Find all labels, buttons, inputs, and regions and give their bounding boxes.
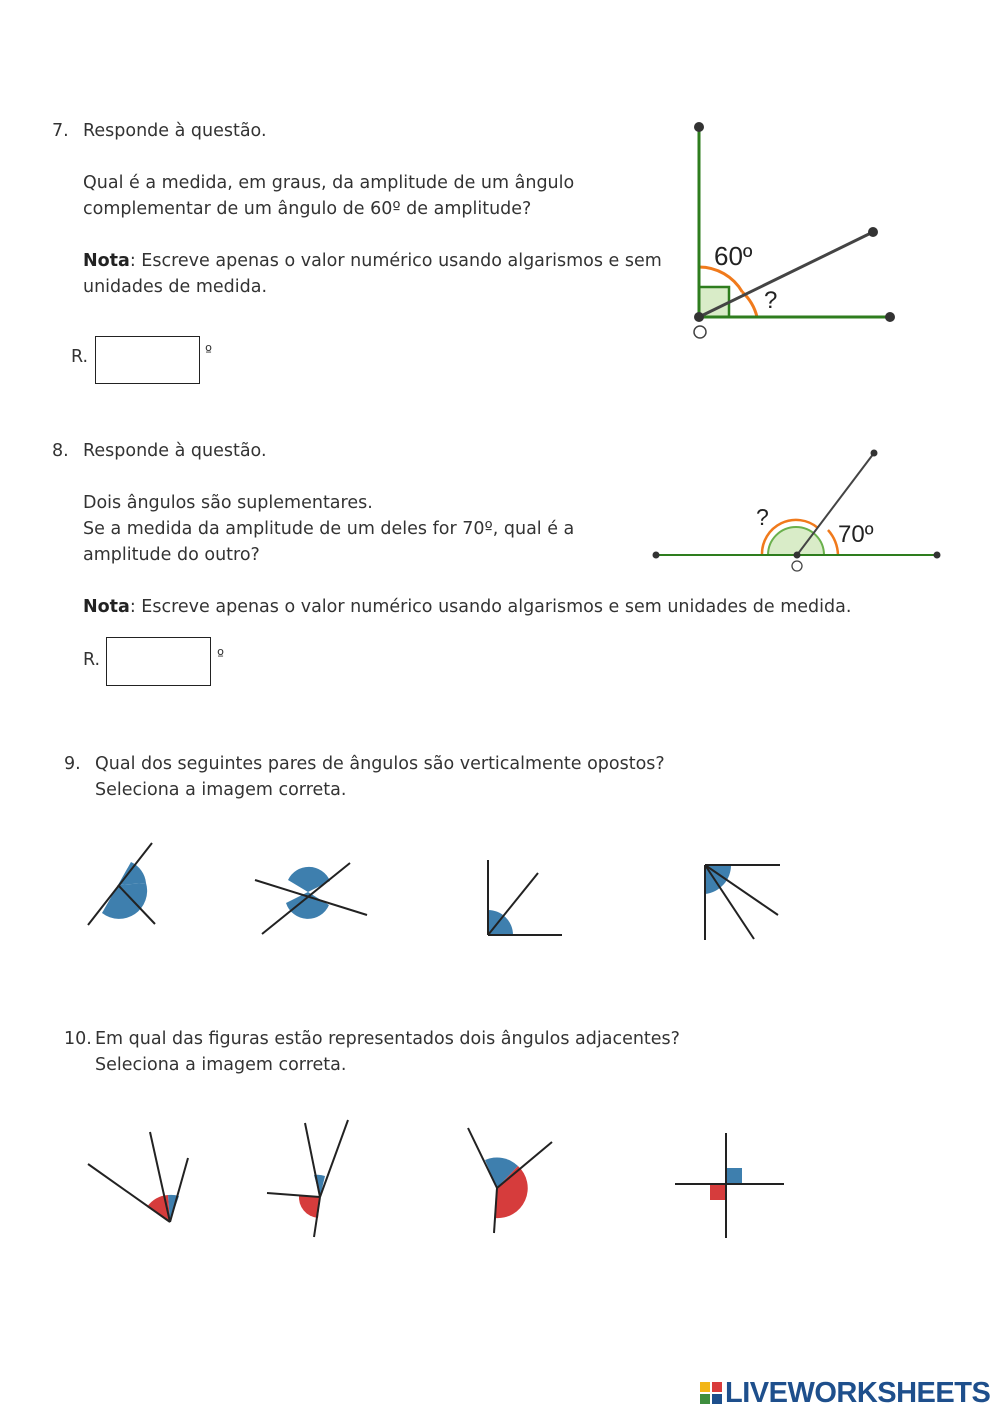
q8-answer-label: R. [83, 650, 101, 670]
q7-lead: Responde à questão. [83, 121, 267, 141]
q10-option-1[interactable] [80, 1120, 200, 1235]
q8-degree-symbol: º [217, 646, 225, 664]
q9-option-2[interactable] [250, 855, 375, 940]
q8-point-right [934, 552, 941, 559]
q8-vertex-label [792, 561, 802, 571]
q7-unknown-angle-label: ? [764, 287, 778, 314]
q9-option-4[interactable] [696, 855, 786, 945]
q8-question-line1: Dois ângulos são suplementares. [83, 493, 373, 513]
q9-question-line1: Qual dos seguintes pares de ângulos são verticalmente opostos? [95, 754, 665, 774]
q10-number: 10. [64, 1029, 92, 1049]
q8-number: 8. [52, 441, 69, 461]
q7-nota-label: Nota [83, 251, 130, 271]
q8-point-left [653, 552, 660, 559]
q9-option-1[interactable] [80, 835, 170, 935]
q7-answer-label: R. [71, 347, 89, 367]
logo-mark-icon [700, 1382, 722, 1404]
q8-point-top [871, 450, 878, 457]
q10-question-line1: Em qual das figuras estão representados dois ângulos adjacentes? [95, 1029, 680, 1049]
liveworksheets-logo [700, 1376, 990, 1410]
q10-option-3[interactable] [460, 1120, 560, 1240]
q10-question-line2: Seleciona a imagem correta. [95, 1055, 347, 1075]
q8-nota-text: : Escreve apenas o valor numérico usando algarismos e sem unidades de medida. [129, 597, 852, 617]
q10-option-4[interactable] [672, 1128, 787, 1243]
q9-number: 9. [64, 754, 81, 774]
q8-unknown-angle-label: ? [756, 504, 769, 530]
q8-arc-70 [828, 530, 838, 555]
logo-text: LIVEWORKSHEETS [725, 1376, 991, 1409]
q8-nota-label: Nota [83, 597, 130, 617]
q7-degree-symbol: º [205, 342, 213, 360]
q8-point-vertex [794, 552, 801, 559]
q8-known-angle-label: 70º [838, 521, 874, 548]
q8-question-line3: amplitude do outro? [83, 545, 260, 565]
q7-question-line1: Qual é a medida, em graus, da amplitude de um ângulo [83, 173, 575, 193]
q9-question-line2: Seleciona a imagem correta. [95, 780, 347, 800]
q7-question-line2: complementar de um ângulo de 60º de amplitude? [83, 199, 532, 219]
q8-lead: Responde à questão. [83, 441, 267, 461]
q10-option-2[interactable] [262, 1115, 357, 1245]
q7-nota-line2: unidades de medida. [83, 277, 268, 297]
q8-question-line2: Se a medida da amplitude de um deles for 70º, qual é a [83, 519, 575, 539]
q7-number: 7. [52, 121, 69, 141]
q7-known-angle-label: 60º [714, 241, 753, 271]
q9-option-3[interactable] [478, 855, 568, 945]
q7-nota-line1: : Escreve apenas o valor numérico usando algarismos e sem [129, 251, 662, 271]
